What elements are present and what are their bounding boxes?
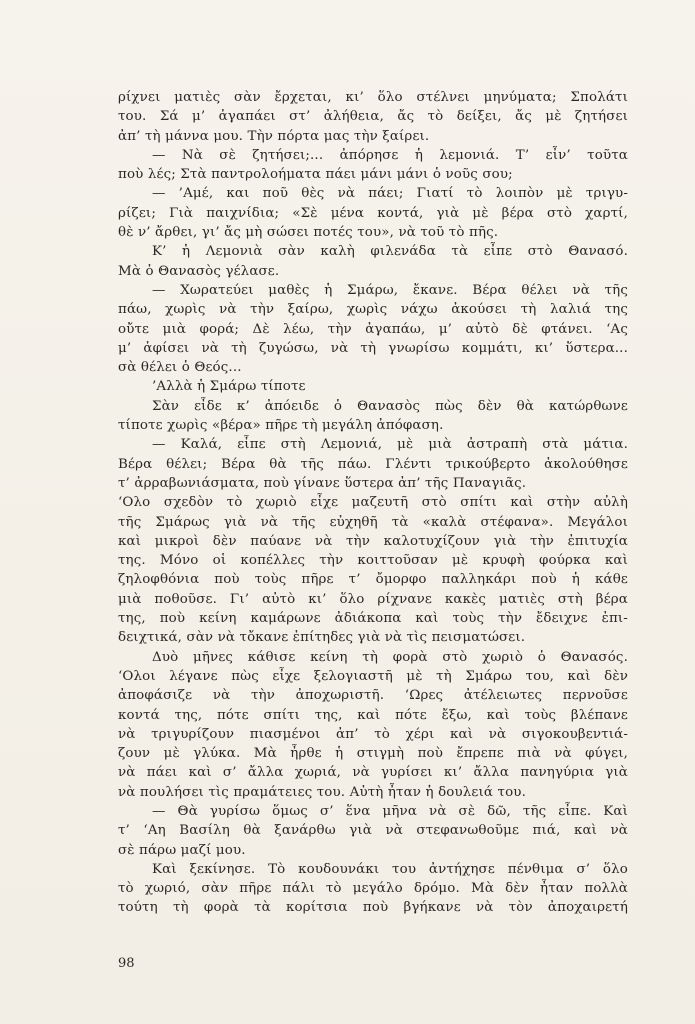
text-line: ’Αλλὰ ἡ Σμάρω τίποτε [152, 379, 306, 395]
text-line: — Χωρατεύει μαθὲς ἡ Σμάρω, ἔκανε. Βέρα θέλει νὰ τῆς [152, 282, 628, 298]
text-line: ἀποφάσιζε νὰ τὴν ἀποχωριστῆ. ‘Ωρες ἀτέλειωτες περνοῦσε [118, 688, 628, 704]
text-line: του. Σά μ’ ἀγαπάει στ’ ἀλήθεια, ἄς τὸ δείξει, ἄς μὲ ζητήσει [118, 109, 628, 125]
text-line: μιὰ ποθοῦσε. Γι’ αὐτὸ κι’ ὅλο ρίχνανε κακὲς ματιὲς στὴ βέρα [118, 591, 628, 607]
text-line: ‘Ολο σχεδὸν τὸ χωριὸ εἶχε μαζευτῆ στὸ σπίτι καὶ στὴν αὐλὴ [118, 495, 628, 511]
text-line: ρίχνει ματιὲς σὰν ἔρχεται, κι’ ὅλο στέλνει μηνύματα; Σπολάτι [118, 90, 628, 105]
text-line: μ’ ἀφίσει νὰ τὴ ζυγώσω, νὰ τὴ γνωρίσω κομμάτι, κι’ ὕστερα... [118, 340, 628, 356]
text-line: τίποτε χωρὶς «βέρα» πῆρε τὴ μεγάλη ἀπόφαση. [118, 418, 444, 434]
text-line: πάω, χωρὶς νὰ τὴν ξαίρω, χωρὶς νάχω ἀκούσει τὴ λαλιά της [118, 302, 628, 318]
text-line: οὔτε μιὰ φορά; Δὲ λέω, τὴν ἀγαπάω, μ’ αὐτὸ δὲ φτάνει. ‘Ας [118, 321, 628, 337]
text-line: ἀπ’ τὴ μάννα μου. Τὴν πόρτα μας τὴν ξαίρει. [118, 128, 430, 144]
text-line: κοντά της, πότε σπίτι της, καὶ πότε ἔξω, καὶ τοὺς βλέπανε [118, 707, 628, 723]
text-line: σὰ θέλει ὁ Θεός... [118, 360, 242, 376]
page-number: 98 [118, 956, 135, 971]
text-line: νὰ πάει καὶ σ’ ἄλλα χωριά, νὰ γυρίσει κι’ ἄλλα πανηγύρια γιὰ [118, 765, 628, 781]
text-line: — Νὰ σὲ ζητήσει;... ἀπόρησε ἡ λεμονιά. Τ’ εἶν’ τοῦτα [152, 147, 628, 163]
text-line: τ’ ‘Αη Βασίλη θὰ ξανάρθω γιὰ νὰ στεφανωθοῦμε πιά, καὶ νὰ [118, 823, 628, 839]
text-line: σὲ πάρω μαζί μου. [118, 842, 246, 858]
text-line: Δυὸ μῆνες κάθισε κείνη τὴ φορὰ στὸ χωριὸ ὁ Θανασός. [152, 649, 628, 665]
text-line: Μὰ ὁ Θανασὸς γέλασε. [118, 263, 280, 279]
text-line: Κ’ ἡ Λεμονιὰ σὰν καλὴ φιλενάδα τὰ εἶπε στὸ Θανασό. [152, 244, 628, 260]
text-line: Καὶ ξεκίνησε. Τὸ κουδουνάκι του ἀντήχησε πένθιμα σ’ ὅλο [152, 861, 628, 877]
body-text [118, 88, 628, 918]
text-line: Σὰν εἶδε κ’ ἀπόειδε ὁ Θανασὸς πὼς δὲν θὰ κατώρθωνε [152, 398, 628, 414]
text-line: ζουν μὲ γλύκα. Μὰ ἦρθε ἡ στιγμὴ ποὺ ἔπρεπε πιὰ νὰ φύγει, [118, 746, 628, 762]
text-line: τῆς Σμάρως γιὰ νὰ τῆς εὐχηθῆ τὰ «καλὰ στέφανα». Μεγάλοι [118, 514, 628, 530]
text-line: ρίζει; Γιὰ παιχνίδια; «Σὲ μένα κοντά, γιὰ μὲ βέρα στὸ χαρτί, [118, 205, 628, 221]
text-line: τὸ χωριό, σὰν πῆρε πάλι τὸ μεγάλο δρόμο. Μὰ δὲν ἦταν πολλὰ [118, 881, 628, 897]
text-line: ζηλοφθόνια ποὺ τοὺς πῆρε τ’ ὄμορφο παλληκάρι ποὺ ἡ κάθε [118, 572, 628, 588]
text-line: — ’Αμέ, και ποῦ θὲς νὰ πάει; Γιατί τὸ λοιπὸν μὲ τριγυ- [152, 186, 628, 202]
text-line: ποὺ λές; Στὰ παντρολοήματα πάει μάνι μάνι ὁ νοῦς σου; [118, 167, 513, 183]
text-line: — Καλά, εἶπε στὴ Λεμονιά, μὲ μιὰ ἀστραπὴ στὰ μάτια. [152, 437, 628, 453]
text-line: δειχτικά, σὰν νὰ τὄκανε ἐπίτηδες γιὰ νὰ τὶς πεισματώσει. [118, 630, 526, 646]
text-line: — Θὰ γυρίσω ὅμως σ’ ἕνα μῆνα νὰ σὲ δῶ, τῆς εἶπε. Καὶ [152, 803, 628, 819]
text-line: της, ποὺ κείνη καμάρωνε ἀδιάκοπα καὶ τοὺς τὴν ἔδειχνε ἐπι- [118, 611, 628, 627]
text-line: καὶ μικροὶ δὲν παύανε νὰ τὴν καλοτυχίζουν γιὰ τὴν ἐπιτυχία [118, 533, 628, 549]
text-line: τούτη τὴ φορὰ τὰ κορίτσια ποὺ βγήκανε νὰ τὸν ἀποχαιρετή [118, 900, 628, 916]
text-line: της. Μόνο οἱ κοπέλλες τὴν κοιττοῦσαν μὲ κρυφὴ φούρκα καὶ [118, 553, 628, 569]
text-line: νὰ πουλήσει τὶς πραμάτειες του. Αὐτὴ ἦταν ἡ δουλειά του. [118, 784, 526, 800]
text-line: νὰ τριγυρίζουν πιασμένοι ἀπ’ τὸ χέρι καὶ νὰ σιγοκουβεντιά- [118, 726, 628, 742]
text-line: τ’ ἀρραβωνιάσματα, ποὺ γίνανε ὕστερα ἀπ’ τῆς Παναγιᾶς. [118, 475, 527, 491]
text-line: ‘Ολοι λέγανε πὼς εἶχε ξελογιαστῆ μὲ τὴ Σμάρω του, καὶ δὲν [118, 668, 628, 684]
text-line: Βέρα θέλει; Βέρα θὰ τῆς πάω. Γλέντι τρικούβερτο ἀκολούθησε [118, 456, 628, 472]
text-line: θὲ ν’ ἄρθει, γι’ ἄς μὴ σώσει ποτές του», νὰ τοῦ τὸ πῆς. [118, 225, 499, 241]
